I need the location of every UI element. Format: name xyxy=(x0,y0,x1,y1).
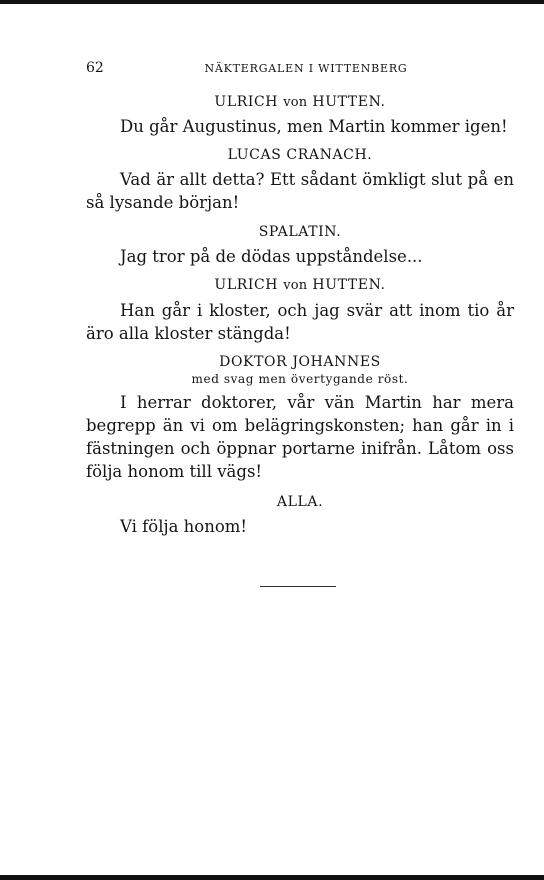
speaker-first: ULRICH xyxy=(214,277,279,293)
running-title: NÄKTERGALEN I WITTENBERG xyxy=(204,62,408,75)
bottom-page-edge xyxy=(0,875,544,880)
book-page xyxy=(86,60,514,587)
top-page-edge xyxy=(0,0,544,4)
speech-line xyxy=(86,515,514,538)
speaker-last: HUTTEN. xyxy=(312,277,386,293)
speaker-last: HUTTEN. xyxy=(312,94,386,110)
speaker-first: ULRICH xyxy=(214,94,279,110)
speaker-particle: von xyxy=(283,95,308,110)
speech-line xyxy=(86,299,514,345)
speech-line xyxy=(86,115,514,138)
speaker-name: ALLA. xyxy=(276,494,324,510)
speaker-name xyxy=(86,93,514,112)
page-number: 62 xyxy=(86,60,104,76)
speaker-name: DOKTOR JOHANNES xyxy=(219,354,381,370)
speech-text: I herrar doktorer, vår vän Martin har mera begrepp än vi om belägringskonsten; han går in i fästningen och öppnar portarne inifrån. Låtom oss följa honom till vägs! xyxy=(86,393,514,481)
speaker-name xyxy=(86,276,514,295)
end-rule xyxy=(260,586,336,587)
speaker-name: LUCAS CRANACH. xyxy=(227,147,373,163)
speech-text: Han går i kloster, och jag svär att inom tio år äro alla kloster stängda! xyxy=(86,301,514,343)
speaker-particle: von xyxy=(283,278,308,293)
speech-text: Jag tror på de dödas uppståndelse... xyxy=(120,247,423,266)
speech-text: Vi följa honom! xyxy=(120,517,248,536)
speech-line xyxy=(86,245,514,268)
speaker-name: SPALATIN. xyxy=(258,224,342,240)
speech-text: Vad är allt detta? Ett sådant ömkligt slut på en så lysande början! xyxy=(86,170,514,212)
running-head xyxy=(86,60,514,80)
speech-line xyxy=(86,168,514,214)
stage-direction: med svag men övertygande röst. xyxy=(191,372,409,386)
speech-line xyxy=(86,391,514,483)
speech-text: Du går Augustinus, men Martin kommer igen! xyxy=(120,117,508,136)
